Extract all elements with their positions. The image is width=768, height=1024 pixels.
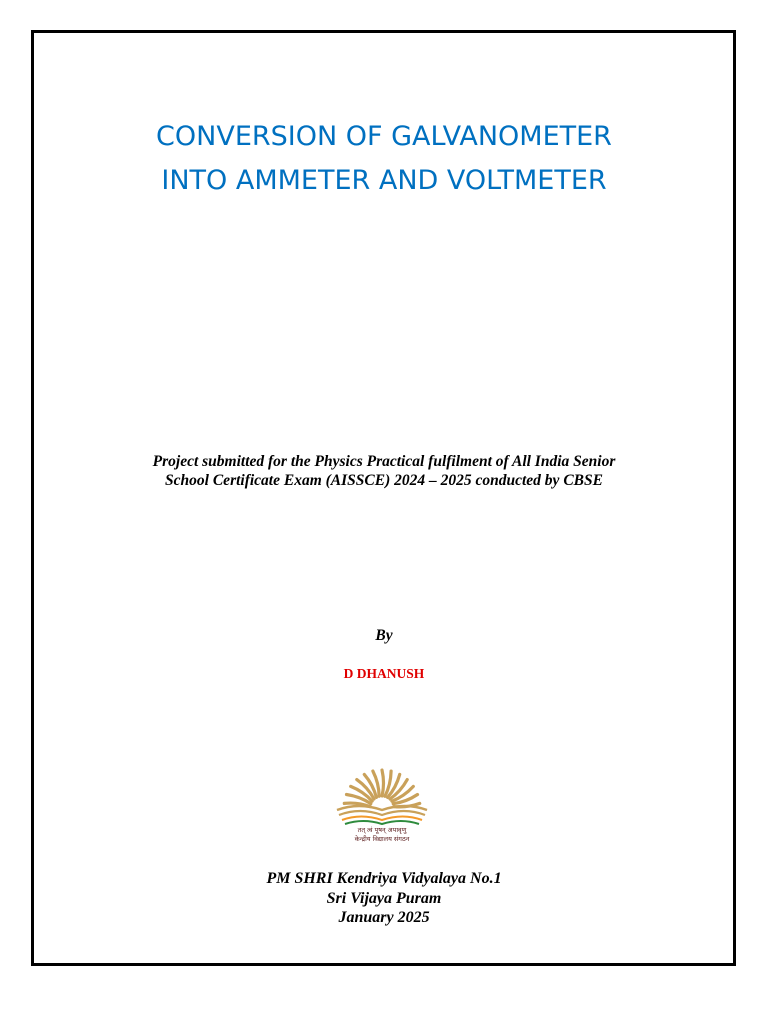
author-name: D DHANUSH (343, 666, 425, 681)
logo-org-name: केन्द्रीय विद्यालय संगठन (354, 835, 410, 843)
school-details (0, 869, 768, 928)
title-line-1: CONVERSION OF GALVANOMETER (156, 121, 612, 152)
submission-statement (0, 452, 768, 490)
logo-motto: तत् त्वं पूषन् अपावृणु (357, 826, 407, 834)
logo-caption (329, 826, 435, 844)
school-place: Sri Vijaya Puram (326, 889, 442, 907)
sun-ray (382, 770, 384, 796)
document-title (0, 115, 768, 203)
submission-line-1: Project submitted for the Physics Practical fulfilment of All India Senior (152, 453, 616, 470)
submission-date: January 2025 (338, 909, 430, 926)
submission-line-2: School Certificate Exam (AISSCE) 2024 – 2025 conducted by CBSE (165, 472, 603, 489)
school-name: PM SHRI Kendriya Vidyalaya No.1 (266, 870, 502, 887)
by-label: By (375, 627, 393, 644)
title-line-2: INTO AMMETER AND VOLTMETER (161, 165, 607, 196)
